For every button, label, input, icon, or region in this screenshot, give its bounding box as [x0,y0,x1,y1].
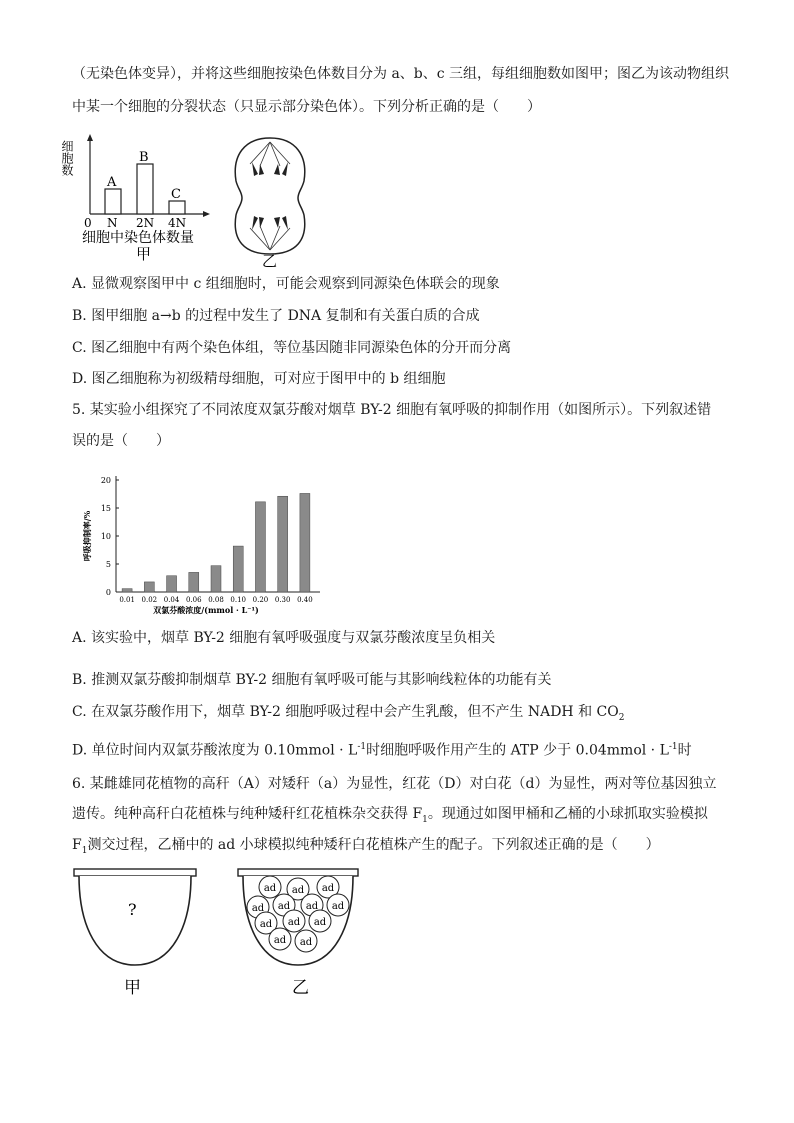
q6-stem-line2 [72,803,708,831]
q4-option-b: B. 图甲细胞 a→b 的过程中发生了 DNA 复制和有关蛋白质的合成 [72,308,480,324]
jia-bar-label-c: C [171,187,181,202]
ad-ball-label: ad [287,917,301,928]
q5-option-d-sup1: -1 [357,742,367,752]
jia-bar-label-a: A [107,175,117,190]
q6-f1-sub-2: 1 [81,845,88,856]
ad-ball-label: ad [313,917,327,928]
q4-stem-line1: （无染色体变异），并将这些细胞按染色体数目分为 a、b、c 三组，每组细胞数如图甲；图乙为该动物组织 [72,66,730,82]
q5-option-c [72,701,624,729]
chart-ytick-label: 20 [100,476,111,485]
q4-option-d: D. 图乙细胞称为初级精母细胞，可对应于图甲中的 b 组细胞 [72,371,446,387]
bucket-jia-figure [72,865,202,1001]
ad-ball-label: ad [263,883,277,894]
q6-f1-label: F [72,837,82,853]
chart-ytick-label: 15 [100,504,111,513]
chart-bar [167,576,177,592]
chart-xtick-label: 0.20 [252,596,269,604]
chart-xtick-label: 0.02 [141,596,158,604]
q5-option-d-part3: 时 [677,742,692,759]
bucket-jia-question-mark: ? [128,900,137,919]
chart-bar [255,502,265,592]
respiration-inhibition-bar-chart [78,466,328,616]
q5-option-c-text: C. 在双氯芬酸作用下，烟草 BY-2 细胞呼吸过程中会产生乳酸，但不产生 NADH 和 CO [72,704,619,720]
jia-bar-label-b: B [139,150,149,165]
chart-ytick-label: 0 [105,588,111,597]
chart-bar [189,572,199,592]
jia-bar-c [169,201,185,214]
q5-stem-line1: 5. 某实验小组探究了不同浓度双氯芬酸对烟草 BY-2 细胞有氧呼吸的抑制作用（如图所示）。下列叙述错 [72,402,712,418]
chart-xtick-label: 0.30 [274,596,291,604]
bucket-jia-caption: 甲 [124,978,141,998]
chart-xtick-label: 0.06 [185,596,202,604]
ad-ball-label: ad [277,901,291,912]
ad-ball-label: ad [273,935,287,946]
chart-bar [211,566,221,592]
bucket-yi-caption: 乙 [292,978,309,998]
q6-stem-line3-rest: 测交过程，乙桶中的 ad 小球模拟纯种矮秆白花植株产生的配子。下列叙述正确的是（ ） [87,837,660,853]
chart-xtick-label: 0.04 [163,596,180,604]
chart-xtick-label: 0.01 [119,596,135,604]
chart-xtick-label: 0.40 [297,596,313,604]
jia-xlabel: 细胞中染色体数量 [82,230,194,246]
jia-bar-a [105,189,121,214]
jia-bar-b [137,164,153,214]
q5-option-a: A. 该实验中，烟草 BY-2 细胞有氧呼吸强度与双氯芬酸浓度呈负相关 [72,630,496,646]
q4-stem-line2: 中某一个细胞的分裂状态（只显示部分染色体）。下列分析正确的是（ ） [72,99,541,115]
ad-ball-label: ad [251,903,265,914]
ad-ball-label: ad [305,901,319,912]
q6-stem-line2-end: 。现通过如图甲桶和乙桶的小球抓取实验模拟 [427,806,708,822]
ad-ball-label: ad [321,883,335,894]
jia-xtick-n: N [107,216,118,230]
figure-yi-dividing-cell [228,134,318,270]
q6-stem-line1: 6. 某雌雄同花植物的高秆（A）对矮秆（a）为显性，红花（D）对白花（d）为显性，两对等位基因独立 [72,776,717,792]
chart-xtick-label: 0.10 [230,596,247,604]
q4-option-a: A. 显微观察图甲中 c 组细胞时，可能会观察到同源染色体联会的现象 [72,276,500,292]
q5-option-d-sup2: -1 [668,742,678,752]
q6-f1-sub: 1 [422,814,428,825]
q5-stem-line2: 误的是（ ） [72,433,170,449]
q6-stem-line2-text: 遗传。纯种高秆白花植株与纯种矮秆红花植株杂交获得 F [72,806,423,822]
q5-option-d [72,736,692,762]
figure-jia-histogram [62,132,222,262]
chart-bar [300,493,310,592]
ad-ball-label: ad [331,901,345,912]
jia-xtick-2n: 2N [136,216,155,230]
jia-ylabel: 细胞数 [60,140,74,176]
q6-stem-line3 [72,834,660,862]
yi-caption: 乙 [262,252,278,270]
ad-ball-label: ad [291,885,305,896]
chart-ytick-label: 5 [105,560,111,569]
q5-option-c-sub: 2 [618,712,625,723]
chart-bar [278,496,288,592]
jia-xtick-4n: 4N [168,216,187,230]
chart-xlabel: 双氯芬酸浓度/(mmol · L⁻¹) [153,605,259,615]
ad-ball-label: ad [299,937,313,948]
chart-bar [144,582,154,592]
bucket-yi-figure [236,865,366,1001]
q5-option-d-part1: D. 单位时间内双氯芬酸浓度为 0.10 [72,742,296,759]
q5-option-d-unit1: mmol · L [295,742,358,759]
chart-xtick-label: 0.08 [208,596,224,604]
ad-ball-label: ad [259,919,273,930]
chart-bar [122,589,132,592]
jia-caption: 甲 [136,245,152,263]
q5-option-d-unit2: mmol · L [606,742,669,759]
chart-bar [233,546,243,592]
jia-origin: 0 [84,216,92,230]
q4-option-c: C. 图乙细胞中有两个染色体组，等位基因随非同源染色体的分开而分离 [72,340,512,356]
chart-ytick-label: 10 [100,532,111,541]
q5-option-d-part2: 时细胞呼吸作用产生的 ATP 少于 0.04 [366,742,607,759]
q5-option-b: B. 推测双氯芬酸抑制烟草 BY-2 细胞有氧呼吸可能与其影响线粒体的功能有关 [72,672,552,688]
chart-ylabel: 呼吸抑制率/% [82,510,92,562]
